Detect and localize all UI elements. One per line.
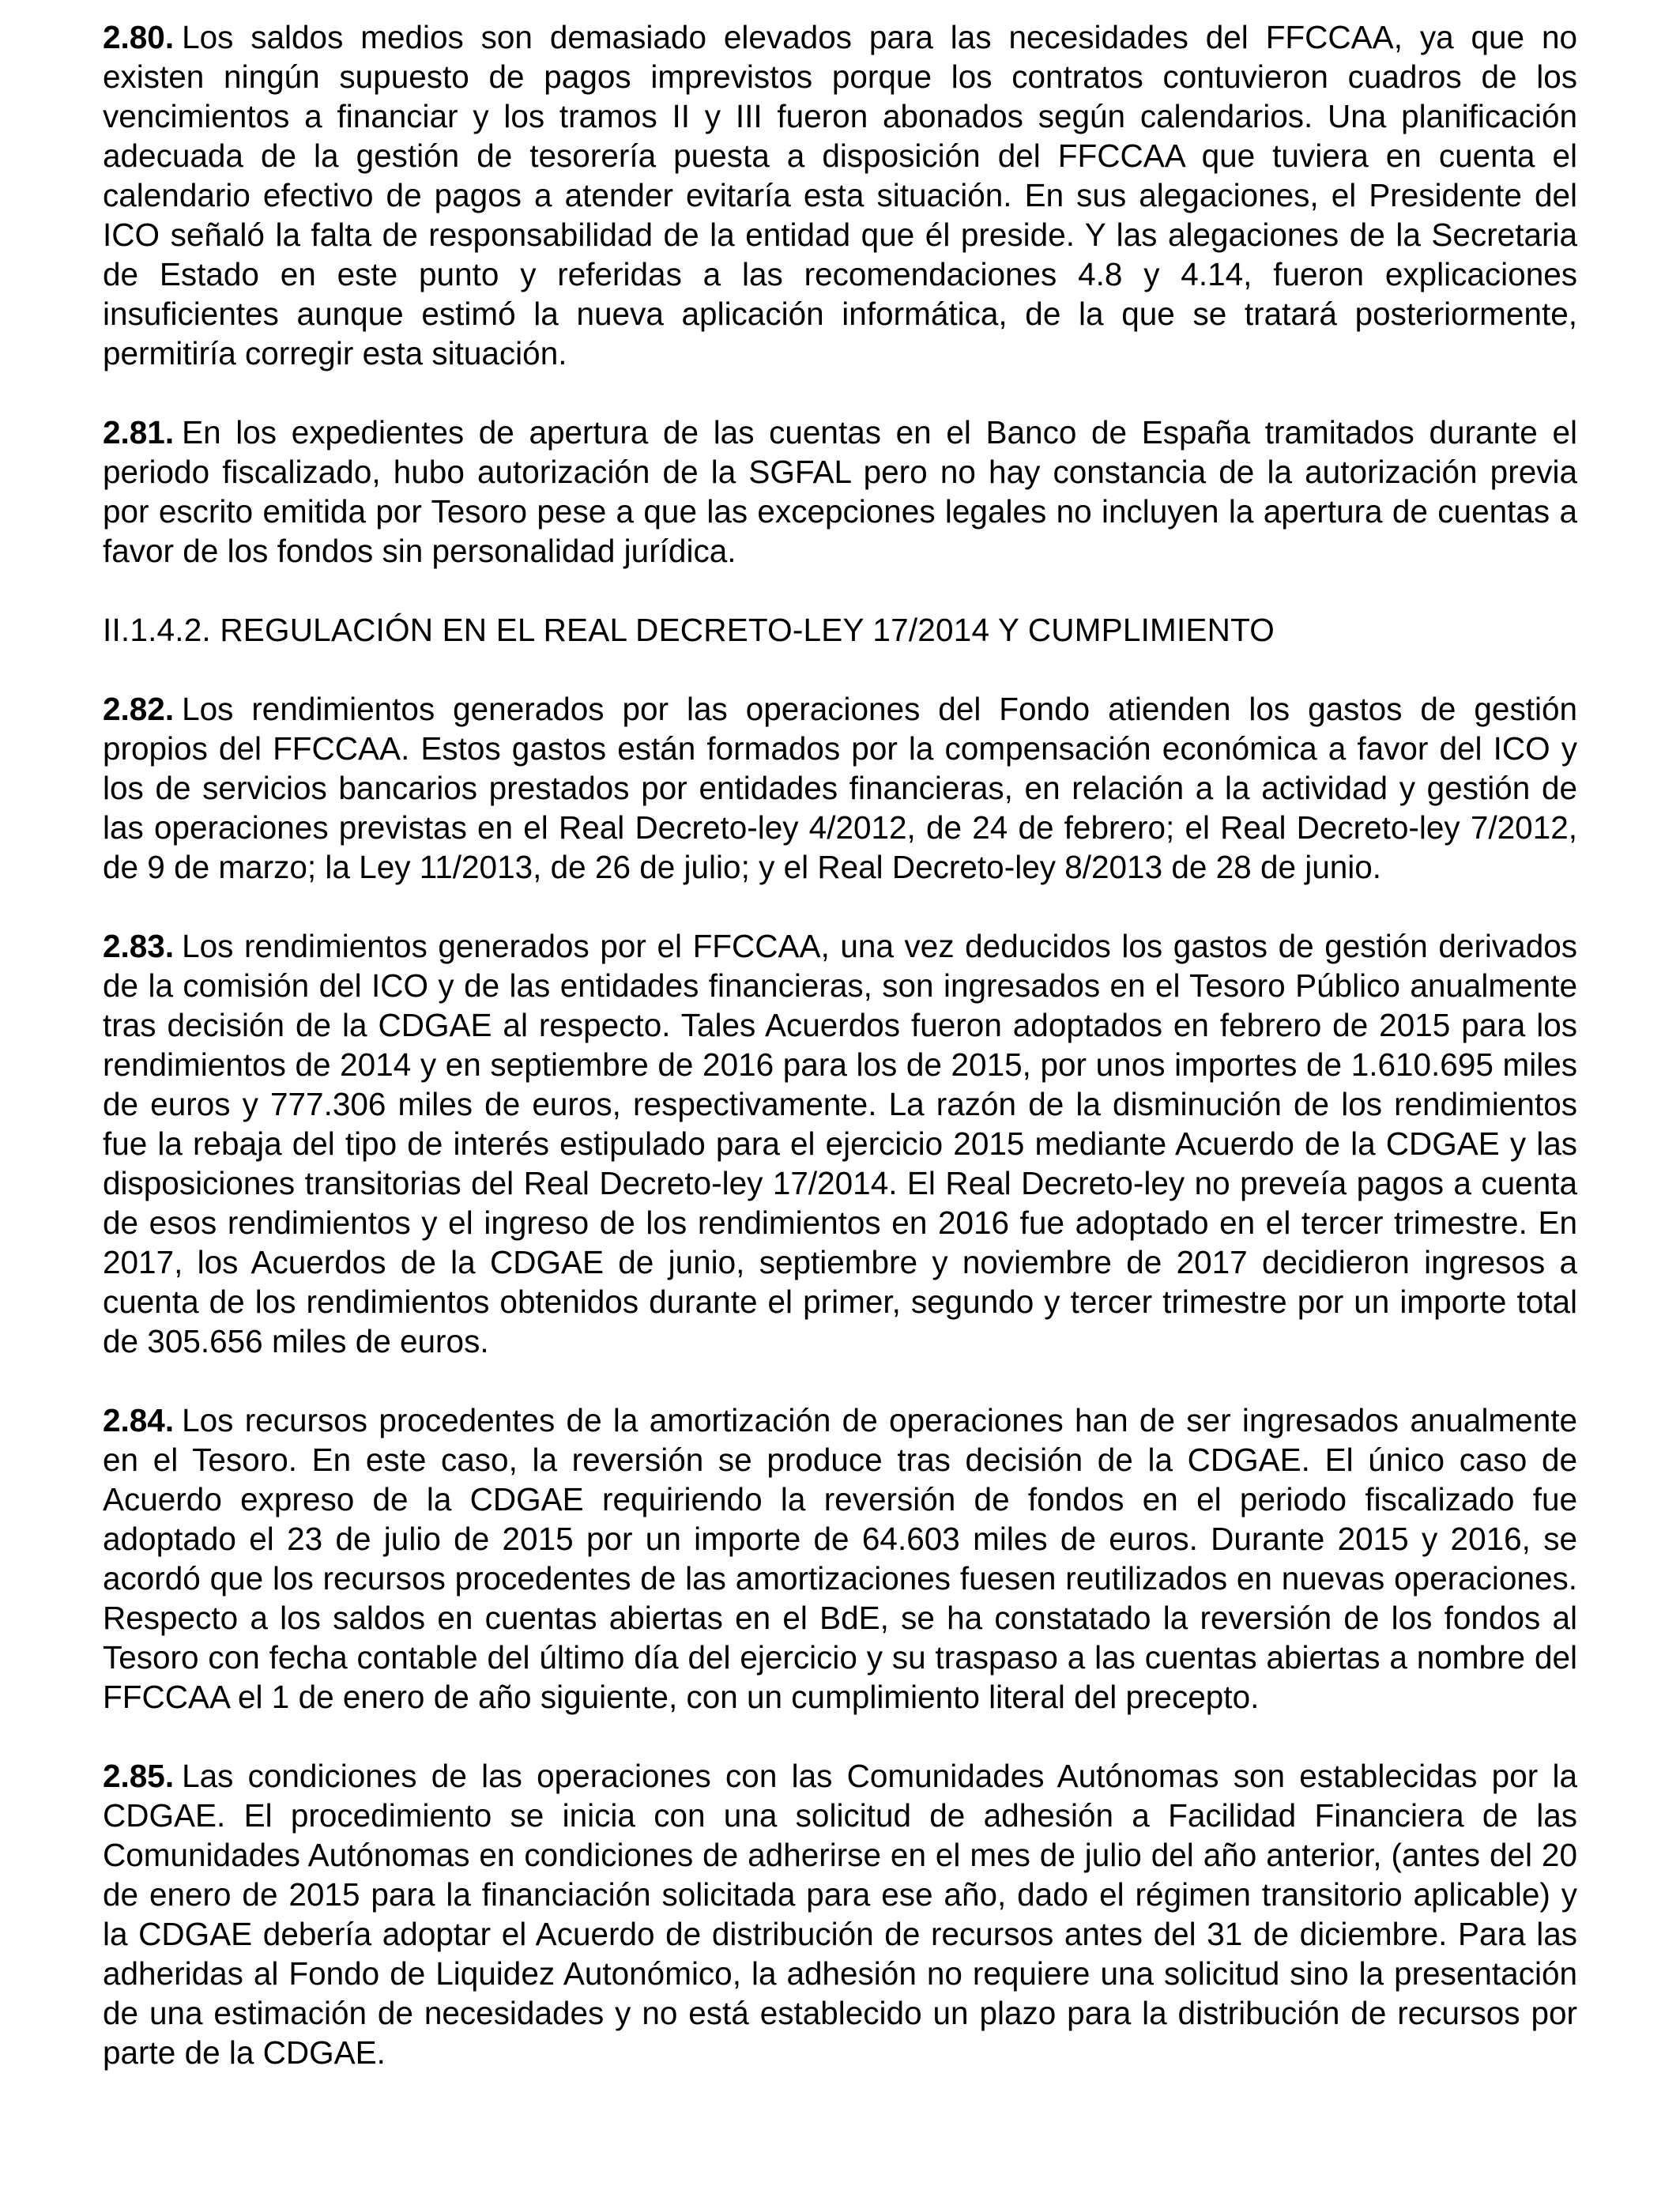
document-page <box>103 17 1577 2112</box>
paragraph-2-80 <box>103 17 1577 373</box>
paragraph-2-81 <box>103 413 1577 571</box>
paragraph-2-82 <box>103 689 1577 887</box>
paragraph-number: 2.84. <box>103 1402 175 1438</box>
paragraph-number: 2.83. <box>103 928 175 964</box>
paragraph-number: 2.80. <box>103 19 175 55</box>
paragraph-number: 2.85. <box>103 1758 175 1794</box>
paragraph-text: Los rendimientos generados por el FFCCAA, una vez deducidos los gastos de gestión derivados de la comisión del ICO y de las entidades financieras, son ingresados en el Tesoro Público anualmente tras decisión de la CDGAE al respecto. Tales Acuerdos fueron adoptados en febrero de 2015 para los rendimientos de 2014 y en septiembre de 2016 para los de 2015, por unos importes de 1.610.695 miles de euros y 777.306 miles de euros, respectivamente. La razón de la disminución de los rendimientos fue la rebaja del tipo de interés estipulado para el ejercicio 2015 mediante Acuerdo de la CDGAE y las disposiciones transitorias del Real Decreto-ley 17/2014. El Real Decreto-ley no preveía pagos a cuenta de esos rendimientos y el ingreso de los rendimientos en 2016 fue adoptado en el tercer trimestre. En 2017, los Acuerdos de la CDGAE de junio, septiembre y noviembre de 2017 decidieron ingresos a cuenta de los rendimientos obtenidos durante el primer, segundo y tercer trimestre por un importe total de 305.656 miles de euros. <box>103 928 1577 1359</box>
paragraph-2-83 <box>103 926 1577 1361</box>
paragraph-text: Los rendimientos generados por las operaciones del Fondo atienden los gastos de gestión propios del FFCCAA. Estos gastos están formados por la compensación económica a favor del ICO y los de servicios bancarios prestados por entidades financieras, en relación a la actividad y gestión de las operaciones previstas en el Real Decreto-ley 4/2012, de 24 de febrero; el Real Decreto-ley 7/2012, de 9 de marzo; la Ley 11/2013, de 26 de julio; y el Real Decreto-ley 8/2013 de 28 de junio. <box>103 691 1577 885</box>
paragraph-text: Las condiciones de las operaciones con las Comunidades Autónomas son establecidas por la CDGAE. El procedimiento se inicia con una solicitud de adhesión a Facilidad Financiera de las Comunidades Autónomas en condiciones de adherirse en el mes de julio del año anterior, (antes del 20 de enero de 2015 para la financiación solicitada para ese año, dado el régimen transitorio aplicable) y la CDGAE debería adoptar el Acuerdo de distribución de recursos antes del 31 de diciembre. Para las adheridas al Fondo de Liquidez Autonómico, la adhesión no requiere una solicitud sino la presentación de una estimación de necesidades y no está establecido un plazo para la distribución de recursos por parte de la CDGAE. <box>103 1758 1577 2071</box>
paragraph-text: Los recursos procedentes de la amortización de operaciones han de ser ingresados anualmente en el Tesoro. En este caso, la reversión se produce tras decisión de la CDGAE. El único caso de Acuerdo expreso de la CDGAE requiriendo la reversión de fondos en el periodo fiscalizado fue adoptado el 23 de julio de 2015 por un importe de 64.603 miles de euros. Durante 2015 y 2016, se acordó que los recursos procedentes de las amortizaciones fuesen reutilizados en nuevas operaciones. Respecto a los saldos en cuentas abiertas en el BdE, se ha constatado la reversión de los fondos al Tesoro con fecha contable del último día del ejercicio y su traspaso a las cuentas abiertas a nombre del FFCCAA el 1 de enero de año siguiente, con un cumplimiento literal del precepto. <box>103 1402 1577 1715</box>
paragraph-text: Los saldos medios son demasiado elevados para las necesidades del FFCCAA, ya que no existen ningún supuesto de pagos imprevistos porque los contratos contuvieron cuadros de los vencimientos a financiar y los tramos II y III fueron abonados según calendarios. Una planificación adecuada de la gestión de tesorería puesta a disposición del FFCCAA que tuviera en cuenta el calendario efectivo de pagos a atender evitaría esta situación. En sus alegaciones, el Presidente del ICO señaló la falta de responsabilidad de la entidad que él preside. Y las alegaciones de la Secretaria de Estado en este punto y referidas a las recomendaciones 4.8 y 4.14, fueron explicaciones insuficientes aunque estimó la nueva aplicación informática, de la que se tratará posteriormente, permitiría corregir esta situación. <box>103 19 1577 371</box>
paragraph-text: En los expedientes de apertura de las cuentas en el Banco de España tramitados durante el periodo fiscalizado, hubo autorización de la SGFAL pero no hay constancia de la autorización previa por escrito emitida por Tesoro pese a que las excepciones legales no incluyen la apertura de cuentas a favor de los fondos sin personalidad jurídica. <box>103 414 1577 569</box>
paragraph-2-85 <box>103 1756 1577 2072</box>
paragraph-number: 2.81. <box>103 414 175 450</box>
paragraph-number: 2.82. <box>103 691 175 727</box>
paragraph-2-84 <box>103 1400 1577 1717</box>
section-heading: II.1.4.2. REGULACIÓN EN EL REAL DECRETO-LEY 17/2014 Y CUMPLIMIENTO <box>103 612 1275 648</box>
